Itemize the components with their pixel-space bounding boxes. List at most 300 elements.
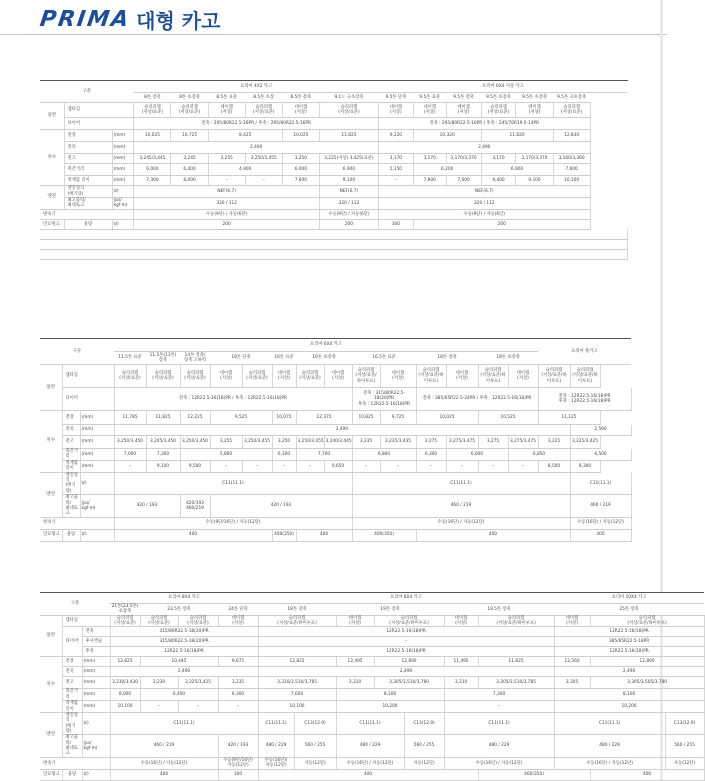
table-cell: C11(11.1) <box>554 712 665 734</box>
table-cell: 슬리퍼캡 (저상/표준) <box>178 615 218 627</box>
table-header-cell: 24톤 단축 <box>218 604 258 616</box>
table-cell: 데이캡 (저상) <box>446 365 478 388</box>
table-cell: NEF(6.7) <box>134 186 320 198</box>
table-header-cell: 9.5톤 단축 <box>378 93 413 103</box>
row-label: 최고출력/ 최대토크 <box>62 495 80 517</box>
table-cell: 10,200 <box>336 701 444 713</box>
table-cell: 슬리퍼캡 (저상/표준/하이루프) <box>416 365 446 388</box>
table-cell: 2,560 <box>570 425 631 436</box>
spec-table-8x4-10x4 <box>40 592 705 781</box>
table-cell <box>40 229 628 239</box>
row-label: 캡타입 <box>62 615 110 627</box>
table-cell: 420/193 460/219 <box>180 495 210 517</box>
table-cell: 전축 : 385/65R22.5-24PR / 후축 : 12R22.5-16(18)PR <box>416 388 538 411</box>
table-row <box>40 164 628 176</box>
table-cell: 전축 : 315/80R22.5-18(20)PR 후축 : 12R22.5-16(18)PR <box>352 388 416 411</box>
table-cell: 9,400 <box>481 176 516 186</box>
table-cell: 12R22.5-16(18)PR <box>258 627 554 637</box>
table-row <box>40 529 631 541</box>
table-cell: 9,100 <box>319 176 378 186</box>
table-cell: 3,250 <box>282 154 319 164</box>
table-cell: (mm) <box>82 677 110 689</box>
table-row <box>40 229 628 239</box>
table-cell: 12R22.5-16(18)PR <box>554 647 704 657</box>
table-cell: 슬리퍼캡 (저상/표준) <box>140 615 178 627</box>
table-cell: – <box>218 701 258 713</box>
row-label: 최고출력/ 최대토크 <box>62 735 82 757</box>
table-row <box>40 460 631 472</box>
table-header-cell: 프리마 4X2 카고 <box>134 81 379 93</box>
table-cell: 6,000 <box>134 164 171 176</box>
table-cell: 460 / 219 <box>570 495 631 517</box>
table-cell: 7,300 <box>444 689 554 701</box>
table-cell: 슬리퍼캡 (저상/표준/하이루프) <box>478 365 508 388</box>
row-label: 타이어 <box>62 627 82 657</box>
table-cell: 10,320 <box>413 130 481 142</box>
table-cell: 3,235 <box>218 677 258 689</box>
table-cell: 12,890 <box>590 657 704 667</box>
table-cell: 2,490 <box>134 142 379 154</box>
table-cell: – <box>140 701 178 713</box>
table-cell: 데이캡 (저상) <box>554 615 590 627</box>
table-cell: 7,600 <box>446 176 481 186</box>
table-cell: 3,250/3,455 <box>245 154 282 164</box>
prima-logo: PRIMA <box>38 6 132 32</box>
table-cell: 3,230/3,430 <box>110 677 140 689</box>
table-cell: – <box>446 460 478 472</box>
table-cell: 3,250/3,455 <box>296 436 324 449</box>
table-cell: 전축 : 12R22.5-16(18)PR / 후축 : 12R22.5-16(18)PR <box>114 388 352 411</box>
table-row <box>40 154 628 164</box>
row-label: 축간거리 <box>62 449 80 461</box>
table-cell: 6,400 <box>140 689 218 701</box>
table-header-cell: 구분 <box>40 593 110 616</box>
table-cell: 3,230 <box>140 677 178 689</box>
table-cell: (mm) <box>80 460 114 472</box>
table-cell: 6,000 <box>282 164 319 176</box>
table-row <box>40 130 628 142</box>
table-header-cell: 프리마 10X4 카고 <box>554 593 704 604</box>
table-cell: 12,830 <box>553 130 590 142</box>
row-label: 전고 <box>64 154 112 164</box>
table-cell: C11(11.1) <box>114 472 352 494</box>
table-header-cell: 9.5톤 장축 <box>446 93 481 103</box>
table-cell: 3,170/3,370 <box>516 154 553 164</box>
table-header-cell: 프리마 6X4 저상 카고 <box>378 81 627 93</box>
table-cell: 6,400 <box>171 164 208 176</box>
table-cell: C13(12.9) <box>404 712 444 734</box>
table-cell: 3,160/3,360 <box>553 154 590 164</box>
table-cell: 3,225/3,425 <box>570 436 600 449</box>
table-cell: 8,100 <box>554 689 704 701</box>
table-cell: 슬리퍼캡 (저상/표준) <box>171 103 208 118</box>
table-cell: 데이캡 (저상) <box>516 103 553 118</box>
table-cell: (mm) <box>82 667 110 677</box>
table-row <box>40 472 631 494</box>
table-cell: 7,300 <box>134 176 171 186</box>
table-cell: 9,220 <box>378 130 413 142</box>
table-cell: 수동(9단) / 자동(6단) <box>134 209 320 219</box>
table-cell: (mm) <box>112 176 134 186</box>
table-cell: 슬리퍼캡 (저상/표준) <box>134 103 171 118</box>
table-row <box>40 712 704 734</box>
table-cell: – <box>444 701 554 713</box>
table-cell: 3,255 <box>210 436 242 449</box>
table-cell: (ps/ kgf·m) <box>112 198 134 210</box>
table-cell: – <box>245 176 282 186</box>
table-cell: 560 / 255 <box>404 735 444 757</box>
table-header-cell: 프리마 풀카고 <box>538 339 631 365</box>
table-cell: 3,235/3,435 <box>380 436 416 449</box>
table-cell: 9,500 <box>180 460 210 472</box>
table-cell: 560 / 255 <box>294 735 336 757</box>
table-cell: 수동(9단/16단) 자동(12단) <box>218 757 258 769</box>
table-cell: 슬리퍼캡 (저상/표준/하이루프) <box>258 615 336 627</box>
table-cell: 10,025 <box>416 411 478 425</box>
table-cell: 엔진 <box>40 712 62 757</box>
table-cell: 3,305/3,510/3,785 <box>478 677 554 689</box>
table-cell: – <box>296 460 324 472</box>
table-row <box>40 701 704 713</box>
table-cell: 320 / 112 <box>134 198 320 210</box>
table-cell: 9,100 <box>516 176 553 186</box>
table-cell: 2,490 <box>554 667 704 677</box>
table-cell: C11(11.1) <box>336 712 404 734</box>
table-cell: 3,170 <box>378 154 413 164</box>
table-cell: (ps/ kgf·m) <box>80 495 114 517</box>
table-cell: (mm) <box>112 130 134 142</box>
spec-table-6x4-full <box>40 338 632 542</box>
table-cell: 560 / 255 <box>665 735 704 757</box>
table-row <box>40 593 704 604</box>
table-cell: 3,235 <box>352 436 380 449</box>
table-cell: 수동(16단)/ 자동(12단) <box>258 757 294 769</box>
table-cell: 자동(12단) <box>665 757 704 769</box>
table-cell: 슬리퍼캡 (저상/표준/하이루프) <box>352 365 380 388</box>
table-cell: 수동(16단) / 자동(12단) <box>336 757 404 769</box>
table-row <box>40 339 631 352</box>
table-cell: 슬리퍼캡 (저상/표준/하이루프) <box>374 615 444 627</box>
table-header-cell: 8톤 초장축 <box>171 93 208 103</box>
table-cell: 6,300 <box>218 689 258 701</box>
row-label: 최고출력/ 최대토크 <box>64 198 112 210</box>
table-cell: 슬리퍼캡 (저상/표준) <box>319 103 378 118</box>
table-cell <box>40 249 628 259</box>
table-cell: 6,900 <box>481 164 553 176</box>
table-cell: 11,495 <box>444 657 478 667</box>
table-row <box>40 689 704 701</box>
table-cell: 10,025 <box>134 130 171 142</box>
table-cell: (ps/ kgf·m) <box>82 735 110 757</box>
table-cell: 수동(16단) / 자동(12단) <box>110 757 218 769</box>
row-label: 엔진형식 (배기량) <box>62 472 80 494</box>
table-row <box>40 249 628 259</box>
table-cell: 11,825 <box>319 130 378 142</box>
table-cell: 320 / 112 <box>378 198 590 210</box>
table-cell: 용량 <box>62 769 82 780</box>
table-header-cell: 9.1ㅌ 극초장축 <box>319 93 378 103</box>
table-cell: 3,275 <box>416 436 446 449</box>
table-header-cell: 23.5톤 장축 <box>140 604 218 616</box>
table-cell: 480 / 229 <box>554 735 665 757</box>
table-row <box>40 657 704 667</box>
table-cell: 3,250/3,455 <box>242 436 272 449</box>
table-cell: 2,490 <box>258 667 554 677</box>
table-row <box>40 186 628 198</box>
table-header-cell: 16톤 초장축 <box>296 352 352 365</box>
row-label: 변속기 <box>40 209 134 219</box>
table-cell: 10,025 <box>282 130 319 142</box>
table-row <box>40 103 628 118</box>
table-cell: – <box>508 460 538 472</box>
table-cell: 12R22.5-16(18)PR <box>554 627 704 637</box>
table-cell: 3,245/3,450 <box>146 436 180 449</box>
table-cell: 3,305/3,505/3,780 <box>590 677 704 689</box>
table-cell: 12R22.5-16(18)PR <box>110 647 258 657</box>
table-cell: 3,310 <box>444 677 478 689</box>
row-label: 변속기 <box>40 517 114 529</box>
table-cell: 3,250 <box>272 436 296 449</box>
table-header-cell: 25톤 장축 <box>554 604 704 616</box>
table-cell: 슬리퍼캡 (저상/표준) <box>110 615 140 627</box>
table-cell: 10,525 <box>478 411 538 425</box>
row-label: 타이어 <box>64 118 134 130</box>
table-header-cell: 구분 <box>40 81 134 103</box>
header-divider <box>0 34 667 35</box>
row-label: 적재함 길이 <box>62 701 82 713</box>
table-cell: 전축 : 295/80R22.5-16PR / 후축 : 245/70R19.5-14PR <box>378 118 590 130</box>
table-cell: 3,225(저상) 3,425(표준) <box>319 154 378 164</box>
table-cell: 3,255 <box>208 154 245 164</box>
table-row <box>40 118 628 130</box>
table-cell: 수동(9단) / 자동(6단) <box>319 209 378 219</box>
table-cell: 7,000 <box>114 449 146 461</box>
table-cell: 6,600 <box>446 449 508 461</box>
table-header-cell: 8.5톤 장축 <box>282 93 319 103</box>
table-row <box>40 219 628 229</box>
row-label: 축간거리 <box>64 164 112 176</box>
table-cell: C11(11.1) <box>110 712 258 734</box>
table-cell: – <box>378 176 413 186</box>
table-header-cell: 11.5톤(11톤) 장축 <box>146 352 180 365</box>
table-row <box>40 411 631 425</box>
table-cell: 12,890 <box>374 657 444 667</box>
table-row <box>40 81 628 93</box>
row-label: 전고 <box>62 677 82 689</box>
table-cell: 수동(16단) / 자동(12단) <box>554 757 665 769</box>
table-cell: 일반 <box>40 103 64 130</box>
table-cell: (mm) <box>112 164 134 176</box>
table-cell: C13(12.9) <box>665 712 704 734</box>
table-cell: 300 <box>218 769 258 780</box>
table-cell: – <box>258 637 554 647</box>
table-row <box>40 239 628 249</box>
table-cell: – <box>242 460 272 472</box>
table-cell: (mm) <box>80 425 114 436</box>
table-cell: – <box>178 701 218 713</box>
table-cell: 자동(12단) <box>404 757 444 769</box>
page-title: 대형 카고 <box>136 8 221 33</box>
table-cell: (mm) <box>80 436 114 449</box>
table-cell: 3,275 <box>478 436 508 449</box>
table-header-cell: 21톤(23.5톤) 초장축 <box>111 604 139 615</box>
table-cell: 6,100 <box>272 449 296 461</box>
table-cell: 3,250/3,450 <box>114 436 146 449</box>
row-label: 캡타입 <box>64 103 134 118</box>
table-row <box>40 604 704 616</box>
table-cell: 385/65R22.5-18PR <box>554 637 704 647</box>
table-cell: 슬리퍼캡 (저상/표준) <box>553 103 590 118</box>
table-cell: – <box>380 460 416 472</box>
table-cell: 9,525 <box>210 411 272 425</box>
table-cell: 320 / 112 <box>319 198 378 210</box>
table-cell: 데이캡 (저상) <box>210 365 242 388</box>
table-cell: 3,170 <box>481 154 516 164</box>
table-header-cell: 9.5톤 초장축 <box>481 93 516 103</box>
table-cell: 데이캡 (저상) <box>336 615 374 627</box>
table-cell: 400 <box>258 769 478 780</box>
table-cell: 400 <box>570 529 631 541</box>
table-cell: 수동(16단) / 자동(12단) <box>570 517 631 529</box>
table-cell: 데이캡 (저상) <box>413 103 446 118</box>
table-cell: 데이캡 (저상) <box>380 365 416 388</box>
table-cell: 200 <box>319 219 378 229</box>
table-cell: 수동(9단/16단) / 자동(12단) <box>114 517 352 529</box>
table-cell: C11(11.1) <box>352 472 570 494</box>
table-row <box>40 517 631 529</box>
row-label: 연료탱크 <box>40 219 64 229</box>
table-cell: (ℓ) <box>82 769 110 780</box>
table-cell: 480 / 229 <box>336 735 404 757</box>
table-cell: – <box>352 460 380 472</box>
table-row <box>40 647 704 657</box>
table-cell: (ℓ) <box>80 472 114 494</box>
table-cell: C11(11.1) <box>570 472 631 494</box>
table-cell: (mm) <box>80 449 114 461</box>
table-row <box>40 769 704 780</box>
table-cell: 슬리퍼캡 (저상/표준/하이루프) <box>590 615 704 627</box>
table-cell: 9,725 <box>380 411 416 425</box>
table-cell: 300 <box>378 219 413 229</box>
table-cell: 11,825 <box>146 411 180 425</box>
table-cell: (ℓ) <box>82 712 110 734</box>
table-header-cell: 8톤 장축 <box>134 93 171 103</box>
table-cell: 11,825 <box>478 657 554 667</box>
table-cell: 8,300 <box>570 460 600 472</box>
table-cell: – <box>114 460 146 472</box>
table-cell: 3,225 <box>538 436 570 449</box>
table-cell: 8,500 <box>538 460 570 472</box>
table-cell: 12R22.5-16(18)PR <box>258 647 554 657</box>
table-cell: (ℓ) <box>80 529 114 541</box>
row-label: 엔진형식 (배기량) <box>62 712 82 734</box>
table-cell: 420 / 193 <box>210 495 352 517</box>
table-cell: 3,170/3,370 <box>446 154 481 164</box>
page-header <box>40 6 220 32</box>
table-cell: 3,225/3,425 <box>178 677 218 689</box>
table-cell: 데이캡 (저상) <box>444 615 478 627</box>
row-label: 변속기 <box>40 757 110 769</box>
table-cell: 데이캡 (저상) <box>508 365 538 388</box>
table-cell: 일반 <box>40 615 62 657</box>
table-cell: – <box>416 460 446 472</box>
row-label: 적재함 길이 <box>62 460 80 472</box>
table-cell: 9,650 <box>324 460 352 472</box>
table-row <box>40 388 631 411</box>
table-cell: 슬리퍼캡 (저상/표준) <box>481 103 516 118</box>
table-cell: 460 / 219 <box>352 495 570 517</box>
table-cell: 3,250/3,450 <box>180 436 210 449</box>
table-cell: NEF(6.7) <box>319 186 378 198</box>
table-row <box>40 735 704 757</box>
table-header-cell: 9.5톤 극초장축 <box>553 93 590 103</box>
table-row <box>40 757 704 769</box>
row-label: 전축 <box>82 627 110 637</box>
table-header-cell: 18톤 초장축 <box>478 352 538 365</box>
table-cell: 데이캡 (저상) <box>218 615 258 627</box>
table-row <box>40 436 631 449</box>
table-cell: 315/80R22.5-18(20)PR <box>110 637 258 647</box>
table-cell: 3,245/3,445 <box>134 154 171 164</box>
table-cell: 5,150 <box>378 164 413 176</box>
table-header-cell: 14톤 장축/ 장축 고하력 <box>180 352 210 365</box>
row-label: 연료탱크 <box>40 529 62 541</box>
table-cell: 7,600 <box>282 176 319 186</box>
table-header-cell: 11.5톤 표준 <box>114 352 146 365</box>
table-cell: 3,245 <box>171 154 208 164</box>
table-cell: 슬리퍼캡 (저상/표준/하이루프) <box>478 615 554 627</box>
row-label: 타이어 <box>62 388 114 411</box>
table-cell: 7,900 <box>413 176 446 186</box>
table-cell: 400 <box>590 769 704 780</box>
table-cell: 200 <box>134 219 320 229</box>
table-cell: 5,800 <box>180 449 272 461</box>
table-cell: 용량 <box>64 219 112 229</box>
table-cell: 8,425 <box>208 130 282 142</box>
table-row <box>40 209 628 219</box>
table-cell: 315/80R22.5-18(20)PR <box>110 627 258 637</box>
table-cell: 12,560 <box>554 657 590 667</box>
table-cell: 3,305 <box>554 677 590 689</box>
table-cell: (mm) <box>112 142 134 154</box>
table-cell: 400(350) <box>352 529 416 541</box>
table-cell: 슬리퍼캡 (저상/표준) <box>242 365 272 388</box>
table-cell: 전축 : 295/80R22.5-16PR / 후축 : 295/80R22.5-16PR <box>134 118 379 130</box>
row-label: 전폭 <box>62 667 82 677</box>
table-cell: 12,825 <box>110 657 140 667</box>
table-cell: 7,700 <box>296 449 352 461</box>
table-cell: 6,300 <box>416 449 446 461</box>
table-cell: 데이캡 (저상) <box>282 103 319 118</box>
table-cell: NEF(6.7) <box>378 186 590 198</box>
table-cell: 7,600 <box>553 164 590 176</box>
table-cell: 480 / 229 <box>258 735 294 757</box>
table-row <box>40 198 628 210</box>
table-cell: 10,725 <box>171 130 208 142</box>
table-cell: 10,075 <box>272 411 296 425</box>
table-cell: 10,100 <box>553 176 590 186</box>
table-row <box>40 142 628 154</box>
table-cell: 6,500 <box>570 449 631 461</box>
row-label: 전고 <box>62 436 80 449</box>
table-row <box>40 425 631 436</box>
table-cell: 9,675 <box>218 657 258 667</box>
table-header-cell: 프리마 6X4 카고 <box>114 339 538 352</box>
table-cell: 데이캡 (저상) <box>272 365 296 388</box>
table-header-cell: 16톤 단축 <box>210 352 272 365</box>
table-cell: 12,375 <box>296 411 352 425</box>
table-cell: 10,100 <box>258 701 336 713</box>
